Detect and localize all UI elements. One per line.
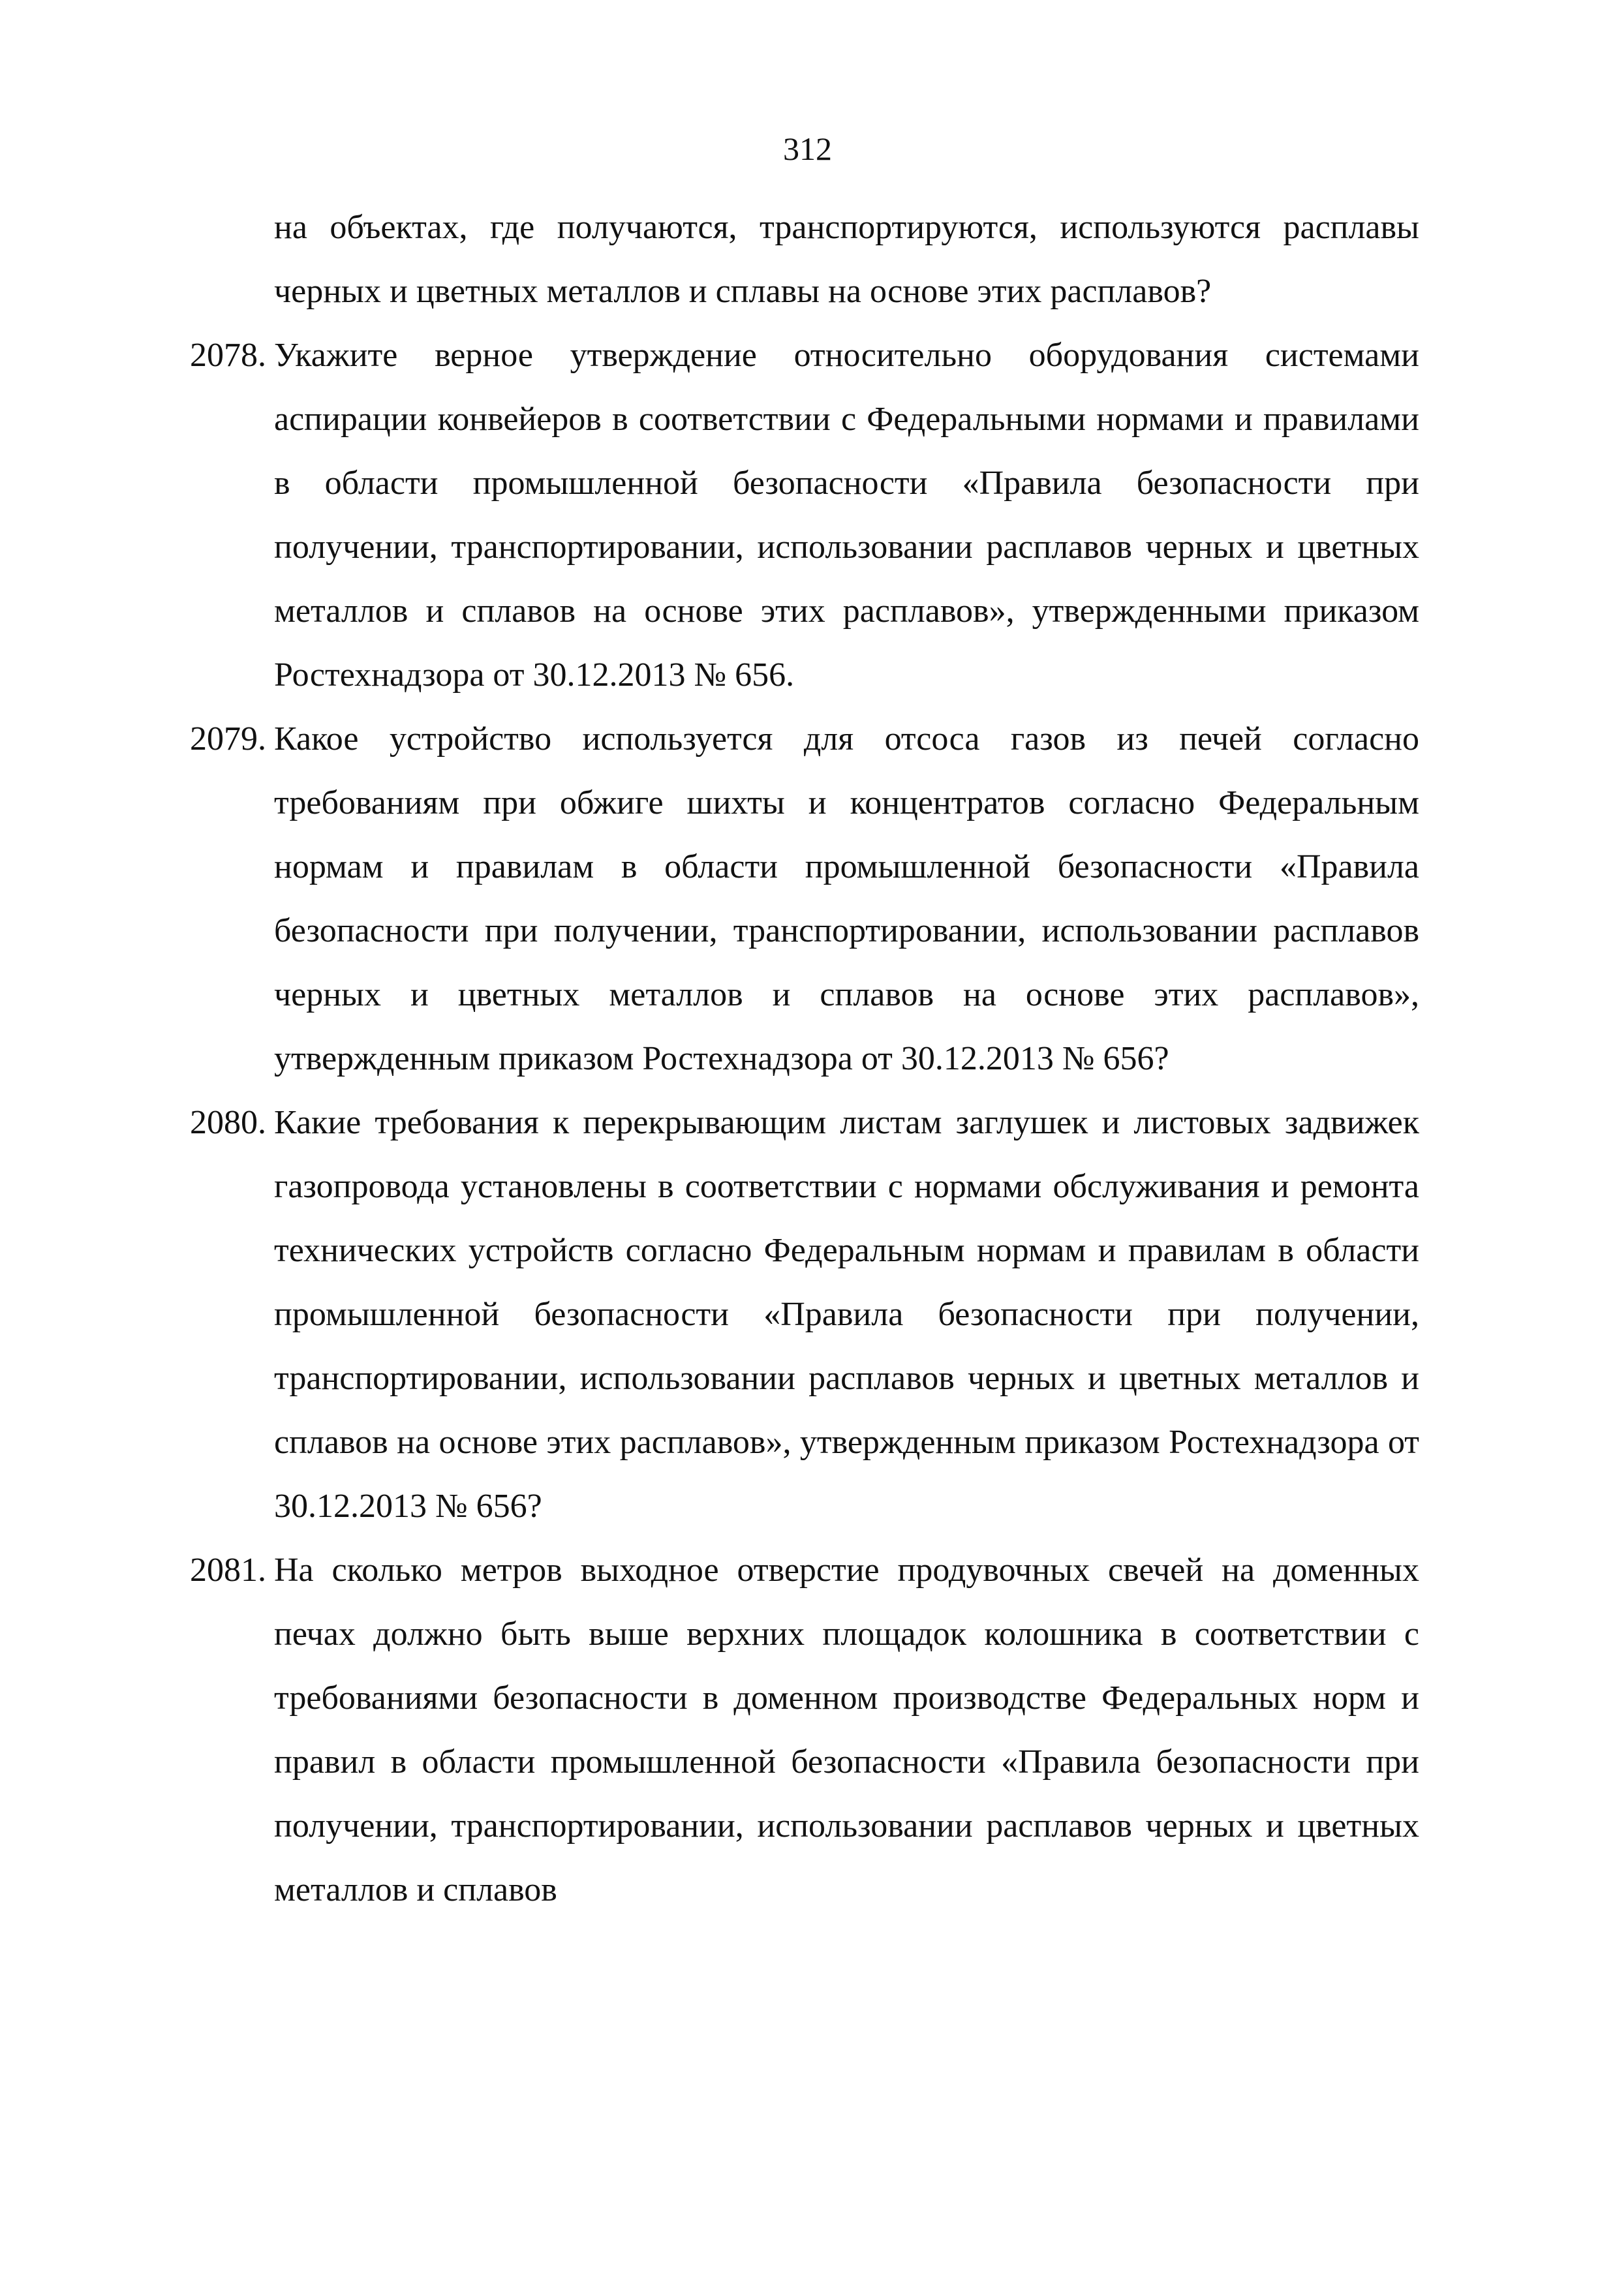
question-item-2078 [190, 324, 1419, 707]
question-item-2079 [190, 707, 1419, 1091]
question-text: Какие требования к перекрывающим листам заглушек и листовых задвижек газопровода установлены в соответствии с нормами обслуживания и ремонта технических устройств согласно Федеральным нормам и правилам в области промышленной безопасности «Правила безопасности при получении, транспортировании, использовании расплавов черных и цветных металлов и сплавов на основе этих расплавов», утвержденным приказом Ростехнадзора от 30.12.2013 № 656? [274, 1104, 1419, 1525]
question-item-2081 [190, 1538, 1419, 1922]
question-item-2080 [190, 1091, 1419, 1538]
question-number: 2080. [190, 1104, 266, 1141]
question-number: 2081. [190, 1552, 266, 1589]
continued-question-text: на объектах, где получаются, транспортируются, используются расплавы черных и цветных металлов и сплавы на основе этих расплавов? [274, 209, 1419, 310]
question-number: 2079. [190, 720, 266, 758]
page-number: 312 [783, 130, 832, 167]
question-text: Какое устройство используется для отсоса газов из печей согласно требованиям при обжиге шихты и концентратов согласно Федеральным нормам и правилам в области промышленной безопасности «Правила безопасности при получении, транспортировании, использовании расплавов черных и цветных металлов и сплавов на основе этих расплавов», утвержденным приказом Ростехнадзора от 30.12.2013 № 656? [274, 720, 1419, 1077]
question-text: Укажите верное утверждение относительно оборудования системами аспирации конвейеров в соответствии с Федеральными нормами и правилами в области промышленной безопасности «Правила безопасности при получении, транспортировании, использовании расплавов черных и цветных металлов и сплавов на основе этих расплавов», утвержденными приказом Ростехнадзора от 30.12.2013 № 656. [274, 337, 1419, 694]
page-content [190, 196, 1419, 1922]
question-text: На сколько метров выходное отверстие продувочных свечей на доменных печах должно быть выше верхних площадок колошника в соответствии с требованиями безопасности в доменном производстве Федеральных норм и правил в области промышленной безопасности «Правила безопасности при получении, транспортировании, использовании расплавов черных и цветных металлов и сплавов [274, 1552, 1419, 1908]
question-number: 2078. [190, 337, 266, 374]
